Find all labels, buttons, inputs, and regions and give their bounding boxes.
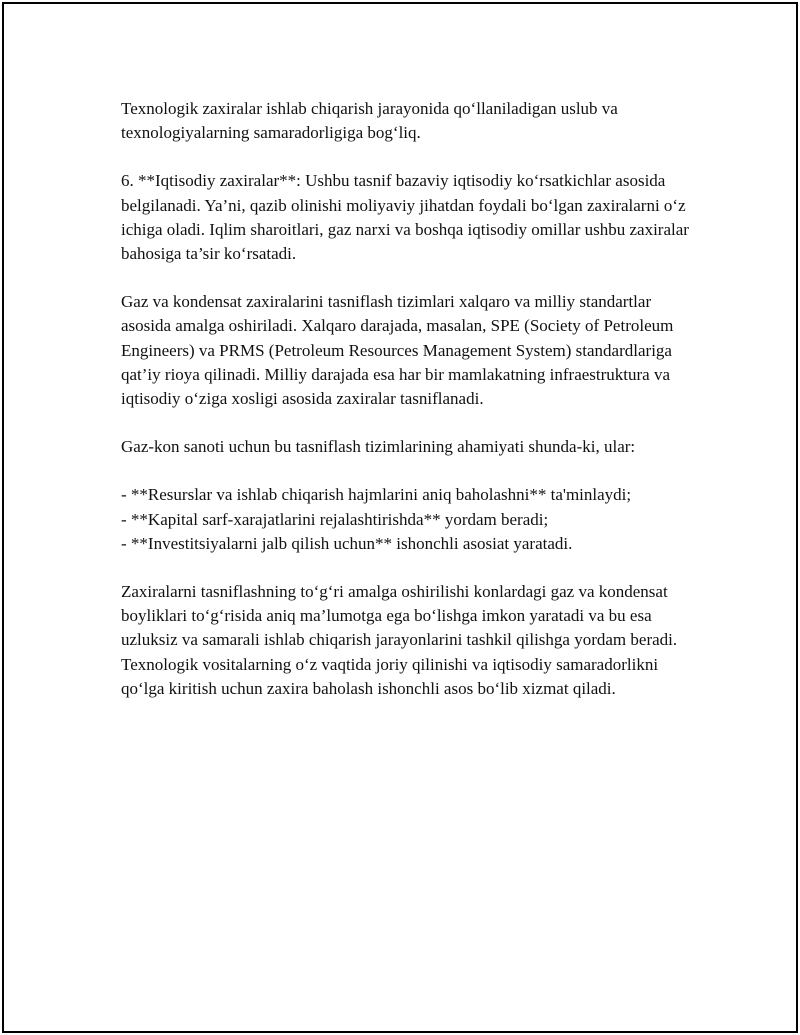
paragraph-economic-reserves: 6. **Iqtisodiy zaxiralar**: Ushbu tasnif bazaviy iqtisodiy ko‘rsatkichlar asosida belgilanadi. Ya’ni, qazib olinishi moliyaviy jihatdan foydali bo‘lgan zaxiralarni o‘z ichiga oladi. Iqlim sharoitlari, gaz narxi va boshqa iqtisodiy omillar ushbu zaxiralar bahosiga ta’sir ko‘rsatadi. xyxy=(121,171,689,264)
paragraph-technological-reserves: Texnologik zaxiralar ishlab chiqarish jarayonida qo‘llaniladigan uslub va texnologiyalarning samaradorligiga bog‘liq. xyxy=(121,99,618,143)
paragraph-importance-intro: Gaz-kon sanoti uchun bu tasniflash tizimlarining ahamiyati shunda-ki, ular: xyxy=(121,437,636,457)
page-frame xyxy=(2,2,798,1033)
list-item: - **Kapital sarf-xarajatlarini rejalashtirishda** yordam beradi; xyxy=(121,509,549,529)
paragraph-classification-standards: Gaz va kondensat zaxiralarini tasniflash tizimlari xalqaro va milliy standartlar asosida amalga oshiriladi. Xalqaro darajada, masalan, SPE (Society of Petroleum Engineers) va PRMS (Petroleum Resources Management System) standardlariga qat’iy rioya qilinadi. Milliy darajada esa har bir mamlakatning infraestruktura va iqtisodiy o‘ziga xosligi asosida zaxiralar tasniflanadi. xyxy=(121,292,674,409)
paragraph-conclusion: Zaxiralarni tasniflashning to‘g‘ri amalga oshirilishi konlardagi gaz va kondensat boyliklari to‘g‘risida aniq ma’lumotga ega bo‘lishga imkon yaratadi va bu esa uzluksiz va samarali ishlab chiqarish jarayonlarini tashkil qilishga yordam beradi. Texnologik vositalarning o‘z vaqtida joriy qilinishi va iqtisodiy samaradorlikni qo‘lga kiritish uchun zaxira baholash ishonchli asos bo‘lib xizmat qiladi. xyxy=(121,582,678,698)
list-item: - **Resurslar va ishlab chiqarish hajmlarini aniq baholashni** ta'minlaydi; xyxy=(121,485,632,505)
list-item: - **Investitsiyalarni jalb qilish uchun** ishonchli asosiat yaratadi. xyxy=(121,533,573,553)
document-body xyxy=(121,97,701,725)
importance-list xyxy=(121,483,701,556)
